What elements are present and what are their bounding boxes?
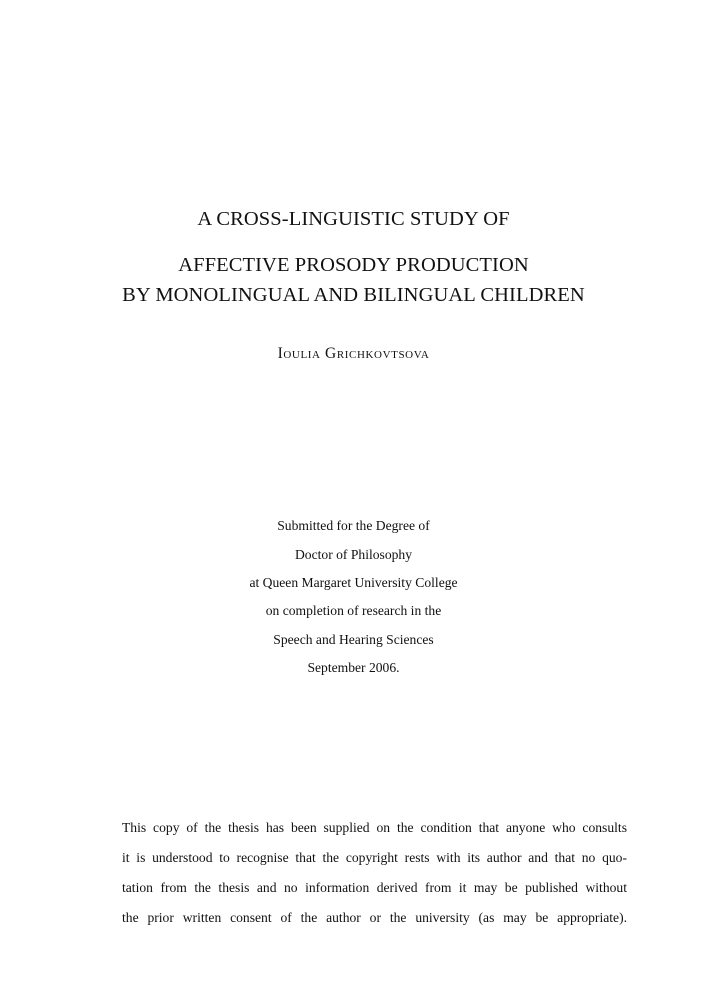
- title-line-1: A CROSS-LINGUISTIC STUDY OF: [197, 208, 510, 230]
- submission-date: September 2006.: [307, 660, 400, 675]
- copyright-line-4: the prior written consent of the author or the university (as may be appropriate).: [122, 910, 627, 925]
- copyright-line-1: This copy of the thesis has been supplied on the condition that anyone who consults: [122, 820, 627, 835]
- copyright-notice: [122, 813, 627, 933]
- author-name: Ioulia Grichkovtsova: [277, 345, 430, 362]
- title-line-2: AFFECTIVE PROSODY PRODUCTION: [178, 254, 529, 276]
- submission-line-3: at Queen Margaret University College: [249, 575, 458, 590]
- title-line-3: BY MONOLINGUAL AND BILINGUAL CHILDREN: [122, 284, 585, 306]
- copyright-line-2: it is understood to recognise that the copyright rests with its author and that no quo-: [122, 850, 627, 865]
- copyright-line-3: tation from the thesis and no information derived from it may be published without: [122, 880, 627, 895]
- submission-line-2: Doctor of Philosophy: [294, 547, 413, 562]
- submission-line-5: Speech and Hearing Sciences: [273, 632, 434, 647]
- submission-line-4: on completion of research in the: [265, 603, 442, 618]
- submission-line-1: Submitted for the Degree of: [277, 518, 430, 533]
